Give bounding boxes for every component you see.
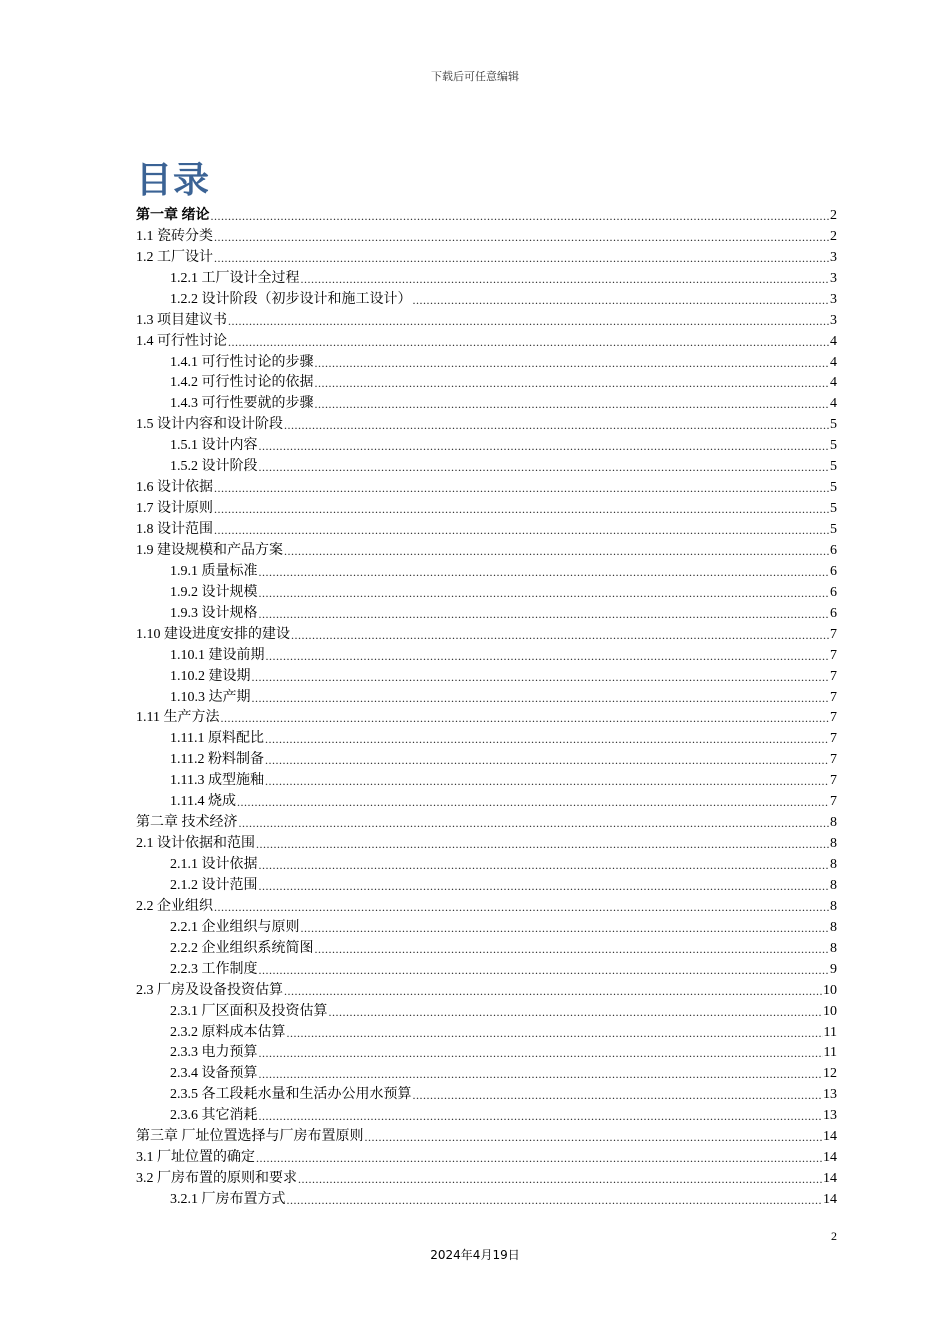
toc-entry-page: 2: [830, 207, 837, 223]
toc-entry-page: 8: [830, 877, 837, 893]
toc-entry-page: 6: [830, 542, 837, 558]
toc-dot-leader: [237, 792, 829, 813]
toc-entry-page: 7: [830, 647, 837, 663]
toc-entry-page: 3: [830, 270, 837, 286]
toc-dot-leader: [220, 708, 829, 729]
toc-entry-page: 8: [830, 940, 837, 956]
toc-entry[interactable]: [136, 374, 837, 395]
toc-entry-label: 第二章 技术经济: [136, 815, 238, 831]
toc-entry-page: 11: [823, 1024, 837, 1040]
toc-dot-leader: [228, 332, 829, 353]
toc-entry[interactable]: [136, 792, 837, 813]
toc-dot-leader: [256, 1148, 822, 1169]
toc-entry-label: 1.3 项目建议书: [136, 312, 227, 328]
toc-entry-page: 4: [830, 375, 837, 391]
toc-entry-page: 4: [830, 333, 837, 349]
toc-entry-label: 1.6 设计依据: [136, 480, 213, 496]
toc-dot-leader: [252, 688, 830, 709]
header-note: 下载后可任意编辑: [431, 71, 519, 83]
toc-entry[interactable]: [136, 834, 837, 855]
toc-entry-label: 2.3.4 设备预算: [170, 1066, 258, 1082]
toc-dot-leader: [259, 960, 830, 981]
toc-entry-label: 1.9.1 质量标准: [170, 563, 258, 579]
toc-dot-leader: [252, 667, 830, 688]
toc-dot-leader: [301, 269, 830, 290]
toc-entry-page: 8: [830, 836, 837, 852]
toc-entry[interactable]: [136, 1106, 837, 1127]
toc-dot-leader: [315, 394, 830, 415]
toc-dot-leader: [259, 1106, 823, 1127]
toc-dot-leader: [214, 227, 829, 248]
toc-dot-leader: [259, 562, 830, 583]
toc-entry-label: 2.2 企业组织: [136, 898, 213, 914]
toc-entry-label: 2.3.6 其它消耗: [170, 1108, 258, 1124]
toc-entry[interactable]: [136, 876, 837, 897]
toc-dot-leader: [284, 541, 829, 562]
toc-entry-label: 1.1 瓷砖分类: [136, 228, 213, 244]
toc-entry[interactable]: [136, 604, 837, 625]
toc-dot-leader: [214, 897, 829, 918]
toc-entry-label: 1.4.3 可行性要就的步骤: [170, 396, 314, 412]
toc-title: 目录: [136, 160, 211, 201]
toc-entry[interactable]: [136, 813, 837, 834]
toc-entry[interactable]: [136, 583, 837, 604]
toc-entry-label: 1.11.1 原料配比: [170, 731, 264, 747]
toc-entry-label: 2.3.5 各工段耗水量和生活办公用水预算: [170, 1087, 412, 1103]
toc-entry[interactable]: [136, 1064, 837, 1085]
toc-entry-page: 5: [830, 480, 837, 496]
toc-entry-page: 4: [830, 354, 837, 370]
toc-entry[interactable]: [136, 709, 837, 730]
toc-entry-page: 14: [823, 1150, 837, 1166]
toc-entry-label: 2.2.3 工作制度: [170, 961, 258, 977]
toc-entry[interactable]: [136, 353, 837, 374]
toc-dot-leader: [315, 353, 830, 374]
toc-dot-leader: [266, 646, 830, 667]
toc-entry[interactable]: [136, 248, 837, 269]
toc-entry-page: 7: [830, 668, 837, 684]
toc-dot-leader: [228, 311, 829, 332]
toc-dot-leader: [214, 499, 829, 520]
toc-entry[interactable]: [136, 1127, 837, 1148]
toc-dot-leader: [301, 918, 830, 939]
toc-entry-label: 1.9.2 设计规模: [170, 584, 258, 600]
toc-entry-label: 1.11.3 成型施釉: [170, 773, 264, 789]
toc-entry-page: 8: [830, 857, 837, 873]
toc-entry-label: 2.2.1 企业组织与原则: [170, 919, 300, 935]
toc-entry-label: 2.1.1 设计依据: [170, 857, 258, 873]
toc-entry-label: 3.2 厂房布置的原则和要求: [136, 1171, 297, 1187]
toc-dot-leader: [287, 1023, 823, 1044]
toc-entry[interactable]: [136, 1023, 837, 1044]
toc-entry-label: 1.4.1 可行性讨论的步骤: [170, 354, 314, 370]
toc-entry-page: 14: [823, 1192, 837, 1208]
toc-entry[interactable]: [136, 688, 837, 709]
toc-entry-page: 5: [830, 501, 837, 517]
toc-entry-label: 1.5.2 设计阶段: [170, 459, 258, 475]
toc-dot-leader: [259, 583, 830, 604]
toc-dot-leader: [256, 834, 829, 855]
toc-dot-leader: [413, 1085, 823, 1106]
toc-entry-page: 8: [830, 898, 837, 914]
toc-entry[interactable]: [136, 1190, 837, 1211]
toc-entry-page: 6: [830, 584, 837, 600]
toc-dot-leader: [265, 771, 829, 792]
toc-entry[interactable]: [136, 415, 837, 436]
toc-dot-leader: [211, 206, 830, 227]
toc-entry-label: 1.5 设计内容和设计阶段: [136, 417, 283, 433]
toc-entry-page: 7: [830, 731, 837, 747]
toc-entry-page: 7: [830, 626, 837, 642]
toc-entry-page: 7: [830, 773, 837, 789]
toc-entry-label: 1.4.2 可行性讨论的依据: [170, 375, 314, 391]
toc-dot-leader: [284, 415, 829, 436]
toc-entry-label: 2.3.1 厂区面积及投资估算: [170, 1003, 328, 1019]
toc-entry[interactable]: [136, 918, 837, 939]
toc-entry-label: 第三章 厂址位置选择与厂房布置原则: [136, 1129, 364, 1145]
toc-dot-leader: [259, 457, 830, 478]
toc-dot-leader: [259, 1043, 823, 1064]
toc-entry[interactable]: [136, 562, 837, 583]
toc-dot-leader: [365, 1127, 823, 1148]
toc-entry-page: 12: [823, 1066, 837, 1082]
toc-entry-page: 9: [830, 961, 837, 977]
toc-dot-leader: [265, 729, 829, 750]
toc-entry[interactable]: [136, 897, 837, 918]
toc-entry[interactable]: [136, 1148, 837, 1169]
toc-entry-label: 1.8 设计范围: [136, 522, 213, 538]
toc-dot-leader: [259, 855, 830, 876]
toc-entry[interactable]: [136, 855, 837, 876]
toc-dot-leader: [413, 290, 830, 311]
toc-entry[interactable]: [136, 750, 837, 771]
toc-dot-leader: [315, 373, 830, 394]
toc-entry[interactable]: [136, 436, 837, 457]
toc-entry-label: 1.2.2 设计阶段（初步设计和施工设计）: [170, 291, 412, 307]
toc-entry-label: 2.3.3 电力预算: [170, 1045, 258, 1061]
toc-entry-page: 13: [823, 1108, 837, 1124]
toc-entry[interactable]: [136, 771, 837, 792]
toc-dot-leader: [259, 436, 830, 457]
toc-entry-page: 5: [830, 417, 837, 433]
toc-dot-leader: [259, 1064, 823, 1085]
toc-entry-page: 3: [830, 291, 837, 307]
toc-entry[interactable]: [136, 667, 837, 688]
toc-entry[interactable]: [136, 394, 837, 415]
toc-entry-page: 11: [823, 1045, 837, 1061]
toc-entry[interactable]: [136, 478, 837, 499]
toc-entry-label: 3.2.1 厂房布置方式: [170, 1192, 286, 1208]
toc-entry-page: 7: [830, 752, 837, 768]
toc-entry-label: 1.9 建设规模和产品方案: [136, 542, 283, 558]
toc-entry-page: 8: [830, 919, 837, 935]
toc-dot-leader: [265, 750, 829, 771]
toc-entry-page: 7: [830, 710, 837, 726]
toc-entry-label: 1.9.3 设计规格: [170, 605, 258, 621]
toc-entry[interactable]: [136, 457, 837, 478]
toc-entry-label: 1.4 可行性讨论: [136, 333, 227, 349]
toc-dot-leader: [259, 876, 830, 897]
toc-entry[interactable]: [136, 206, 837, 227]
toc-entry-page: 7: [830, 794, 837, 810]
toc-dot-leader: [315, 939, 830, 960]
toc-dot-leader: [298, 1169, 822, 1190]
toc-entry[interactable]: [136, 625, 837, 646]
toc-entry[interactable]: [136, 729, 837, 750]
toc-entry-page: 4: [830, 396, 837, 412]
toc-entry-page: 6: [830, 605, 837, 621]
toc-entry[interactable]: [136, 311, 837, 332]
toc-dot-leader: [329, 1002, 823, 1023]
toc-entry-page: 5: [830, 438, 837, 454]
toc-entry-page: 5: [830, 459, 837, 475]
toc-entry[interactable]: [136, 939, 837, 960]
toc-entry[interactable]: [136, 1044, 837, 1065]
toc-entry-page: 2: [830, 228, 837, 244]
toc-entry-label: 1.10 建设进度安排的建设: [136, 626, 290, 642]
toc-entry-label: 3.1 厂址位置的确定: [136, 1150, 255, 1166]
toc-entry-label: 1.10.3 达产期: [170, 689, 251, 705]
toc-dot-leader: [214, 248, 829, 269]
toc-entry-page: 3: [830, 249, 837, 265]
toc-entry[interactable]: [136, 499, 837, 520]
toc-entry-label: 1.2 工厂设计: [136, 249, 213, 265]
toc-entry-page: 5: [830, 522, 837, 538]
toc-entry-label: 2.1.2 设计范围: [170, 877, 258, 893]
toc-entry-label: 1.2.1 工厂设计全过程: [170, 270, 300, 286]
toc-entry-page: 14: [823, 1171, 837, 1187]
toc-entry[interactable]: [136, 1169, 837, 1190]
toc-entry[interactable]: [136, 227, 837, 248]
toc-entry-label: 1.7 设计原则: [136, 501, 213, 517]
toc-entry-label: 2.1 设计依据和范围: [136, 836, 255, 852]
toc-entry-page: 10: [823, 982, 837, 998]
toc-entry-page: 10: [823, 1003, 837, 1019]
toc-entry[interactable]: [136, 981, 837, 1002]
page-number: 2: [831, 1229, 837, 1243]
toc-entry-page: 13: [823, 1087, 837, 1103]
toc-entry[interactable]: [136, 290, 837, 311]
toc-entry-page: 6: [830, 563, 837, 579]
toc-dot-leader: [259, 604, 830, 625]
toc-entry[interactable]: [136, 1002, 837, 1023]
toc-entry-label: 2.2.2 企业组织系统简图: [170, 940, 314, 956]
toc-entry[interactable]: [136, 541, 837, 562]
toc-entry-label: 1.11 生产方法: [136, 710, 220, 726]
toc-entry[interactable]: [136, 646, 837, 667]
toc-entry-label: 1.10.1 建设前期: [170, 647, 265, 663]
toc-entry-label: 第一章 绪论: [136, 207, 210, 223]
toc-dot-leader: [287, 1190, 823, 1211]
footer-date: 2024年4月19日: [430, 1248, 520, 1262]
toc-entry-page: 3: [830, 312, 837, 328]
toc-entry-page: 8: [830, 815, 837, 831]
toc-entry-label: 1.5.1 设计内容: [170, 438, 258, 454]
toc-entry[interactable]: [136, 1085, 837, 1106]
toc-entry-label: 1.11.4 烧成: [170, 794, 236, 810]
toc-dot-leader: [284, 981, 822, 1002]
table-of-contents: [136, 206, 837, 1211]
toc-entry-label: 2.3.2 原料成本估算: [170, 1024, 286, 1040]
toc-dot-leader: [214, 520, 829, 541]
toc-entry-label: 2.3 厂房及设备投资估算: [136, 982, 283, 998]
toc-entry[interactable]: [136, 332, 837, 353]
toc-entry-label: 1.10.2 建设期: [170, 668, 251, 684]
toc-entry[interactable]: [136, 520, 837, 541]
toc-entry[interactable]: [136, 960, 837, 981]
toc-entry-page: 7: [830, 689, 837, 705]
toc-entry[interactable]: [136, 269, 837, 290]
toc-dot-leader: [239, 813, 830, 834]
toc-entry-label: 1.11.2 粉料制备: [170, 752, 264, 768]
toc-entry-page: 14: [823, 1129, 837, 1145]
toc-dot-leader: [291, 625, 829, 646]
toc-dot-leader: [214, 478, 829, 499]
